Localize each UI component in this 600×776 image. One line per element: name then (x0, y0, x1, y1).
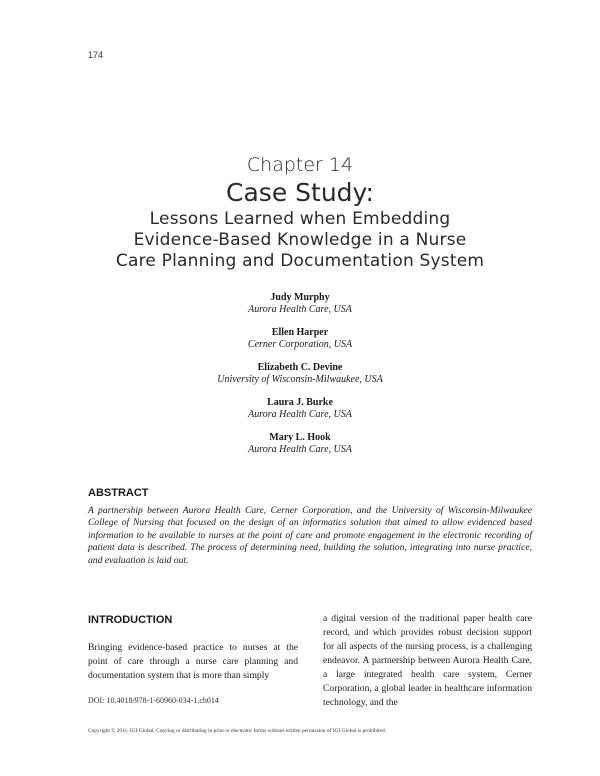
subtitle-line: Evidence-Based Knowledge in a Nurse (133, 230, 467, 250)
title-block (0, 153, 600, 272)
introduction-right-column: a digital version of the traditional paper health care record, and which provides robust decision support for all aspects of the nursing process, is a challenging endeavor. A partnership between Aurora Health Care, a large integrated health care system, Cerner Corporation, a global leader in healthcare information technology, and the (323, 613, 532, 708)
author-entry (0, 432, 600, 456)
author-list (0, 292, 600, 467)
introduction-left-column: Bringing evidence-based practice to nurses at the point of care through a nurse care planning and documentation system that is more than simply (88, 642, 298, 681)
abstract-text: A partnership between Aurora Health Care, Cerner Corporation, and the University of Wisconsin-Milwaukee College of Nursing that focused on the design of an informatics solution that aimed to allow evidenced based information to be available to nurses at the point of care and promote engagement in the electronic recording of patient data is described. The process of determining need, building the solution, integrating into nurse practice, and evaluation is laid out. (88, 505, 532, 566)
author-name: Laura J. Burke (267, 397, 333, 408)
chapter-title: Case Study: (226, 178, 374, 207)
author-name: Ellen Harper (271, 327, 329, 338)
introduction-heading: INTRODUCTION (88, 614, 173, 626)
author-affiliation: Aurora Health Care, USA (248, 444, 352, 455)
subtitle-line: Lessons Learned when Embedding (149, 209, 451, 229)
author-entry (0, 327, 600, 351)
doi-line: DOI: 10.4018/978-1-60960-034-1.ch014 (88, 696, 219, 705)
chapter-subtitle (0, 209, 600, 272)
author-affiliation: Aurora Health Care, USA (248, 409, 352, 420)
author-affiliation: Cerner Corporation, USA (247, 339, 353, 350)
page-number: 174 (88, 50, 104, 60)
author-entry (0, 362, 600, 386)
author-affiliation: Aurora Health Care, USA (248, 304, 352, 315)
copyright-notice: Copyright © 2011, IGI Global. Copying or distributing in print or electronic forms without written permission of IGI Global is prohibited. (88, 728, 387, 734)
abstract-heading: ABSTRACT (88, 487, 149, 499)
chapter-label: Chapter 14 (246, 154, 354, 176)
author-affiliation: University of Wisconsin-Milwaukee, USA (217, 374, 383, 385)
author-entry (0, 292, 600, 316)
author-name: Judy Murphy (270, 292, 330, 303)
author-name: Mary L. Hook (269, 432, 331, 443)
author-entry (0, 397, 600, 421)
author-name: Elizabeth C. Devine (257, 362, 343, 373)
subtitle-line: Care Planning and Documentation System (115, 251, 485, 271)
